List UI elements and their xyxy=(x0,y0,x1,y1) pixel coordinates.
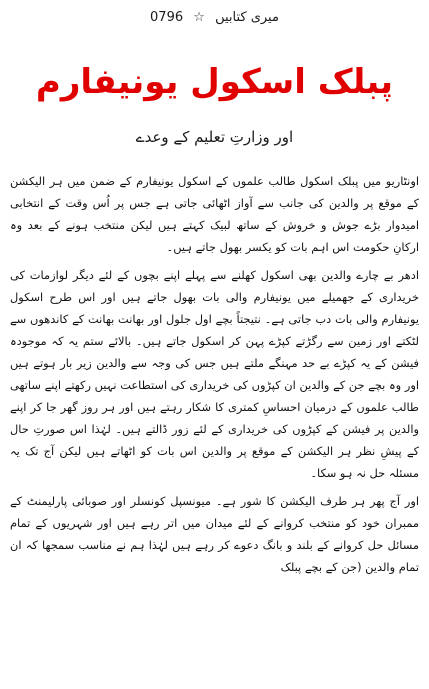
header-line xyxy=(0,10,429,25)
page-number: 0796 xyxy=(150,10,184,25)
star-icon: ☆ xyxy=(193,10,205,25)
paragraph: اور آج پھر ہر طرف الیکشن کا شور ہے۔ میونسپل کونسلر اور صوبائی پارلیمنٹ کے ممبران خود کو منتخب کروانے کے لئے میدان میں اتر رہے ہیں اور شہریوں کے تمام مسائل حل کروانے کے بلند و بانگ دعوے کر رہے ہیں لہٰذا ہم نے مناسب سمجھا کہ ان تمام والدین (جن کے بچے پبلک xyxy=(10,494,419,574)
book-title: میری کتابیں xyxy=(215,10,279,25)
paragraph: ادھر بے چارے والدین بھی اسکول کھلنے سے پہلے اپنے بچوں کے لئے دیگر لوازمات کی خریداری کے جھمیلے میں یونیفارم والی بات بھول جاتے ہیں اور اس طرح اسکول یونیفارم والی بات دب جاتی ہے۔ نتیجتاً بچے اول جلول اور بھانت بھانت کے کاندھوں سے لٹکتے اور زمین سے رگڑتے کپڑے پہن کر اسکول جاتے ہیں۔ بالائے ستم یہ کہ موجودہ فیشن کے یہ کپڑے بے حد مہنگے ملتے ہیں جس کی وجہ سے والدین زیر بار ہوتے ہیں اور وہ بچے جن کے والدین ان کپڑوں کی خریداری کی استطاعت نہیں رکھتے اپنے ساتھی طالب علموں کے درمیان احساسِ کمتری کا شکار رہتے ہیں اور ہر روز گھر جا کر اپنے والدین پر فیشن کے کپڑوں کی خریداری کے لئے زور ڈالتے ہیں۔ لہٰذا اس صورتِ حال کے پیشِ نظر ہر الیکشن کے موقع پر والدین اس بات کو اٹھاتے ہیں لیکن آج تک یہ مسئلہ حل نہ ہو سکا۔ xyxy=(10,268,419,480)
article-body xyxy=(10,170,419,584)
page-subtitle: اور وزارتِ تعلیم کے وعدے xyxy=(135,128,294,146)
paragraph: اونٹاریو میں پبلک اسکول طالب علموں کے اسکول یونیفارم کے ضمن میں ہر الیکشن کے موقع پر والدین کی جانب سے آواز اٹھائی جاتی ہے جس پر اُس وقت کے انتخابی امیدوار بڑے جوش و خروش کے ساتھ لبیک کہتے ہیں لیکن منتخب ہونے کے بعد وہ ارکانِ حکومت اس اہم بات کو یکسر بھول جاتے ہیں۔ xyxy=(10,174,419,254)
page-title: پبلک اسکول یونیفارم xyxy=(35,62,394,102)
